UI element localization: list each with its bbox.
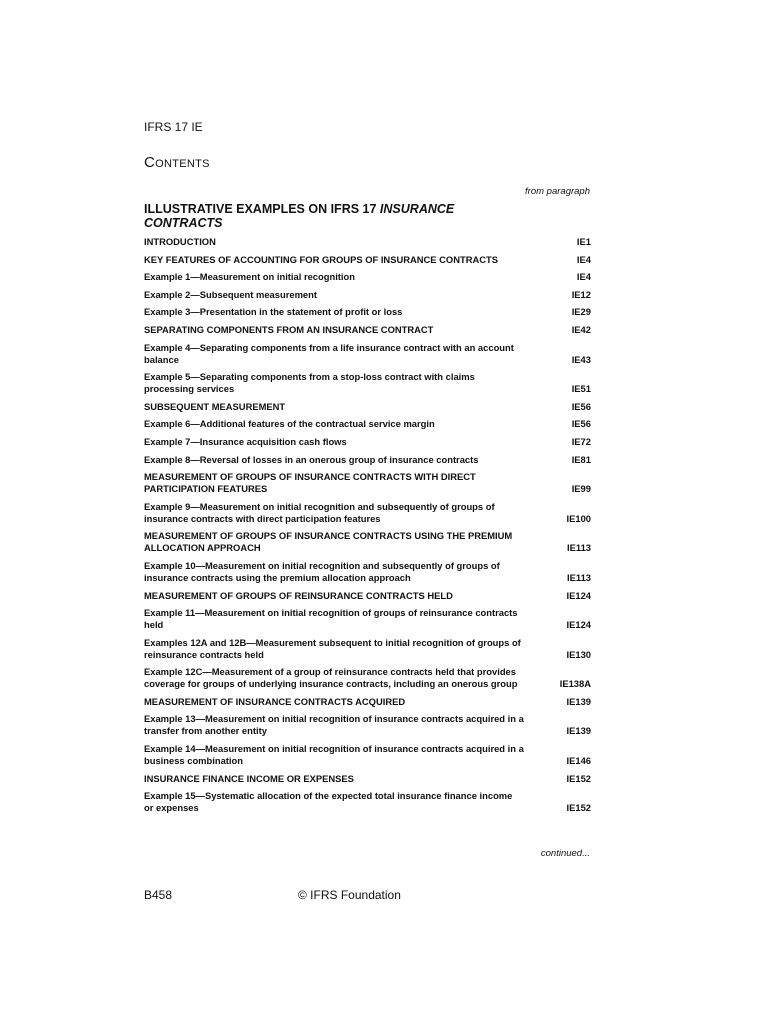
toc-entry[interactable] (144, 501, 591, 525)
toc-entry-paragraph-ref: IE146 (566, 755, 591, 767)
toc-entry[interactable] (144, 743, 591, 767)
toc-entry[interactable] (144, 289, 591, 301)
running-head: IFRS 17 IE (144, 120, 203, 134)
toc-entry-paragraph-ref: IE99 (571, 483, 591, 495)
toc-entry-paragraph-ref: IE43 (571, 353, 591, 365)
toc-entry-label: Example 3—Presentation in the statement of profit or loss (144, 306, 403, 318)
toc-entry-paragraph-ref: IE100 (566, 512, 591, 524)
toc-entry-paragraph-ref: IE152 (566, 772, 591, 784)
toc-entry[interactable] (144, 773, 591, 785)
toc-entry[interactable] (144, 713, 591, 737)
toc-entry-label: Example 8—Reversal of losses in an onerous group of insurance contracts (144, 453, 479, 465)
page-number: B458 (144, 888, 173, 902)
toc-entry[interactable] (144, 454, 591, 466)
toc-entry-label: Example 1—Measurement on initial recognition (144, 271, 355, 283)
toc-entry-label: Example 14—Measurement on initial recognition of insurance contracts acquired in a business combination (144, 743, 524, 767)
toc-entry-paragraph-ref: IE152 (566, 802, 591, 814)
toc-entry[interactable] (144, 696, 591, 708)
contents-title: Contents (144, 154, 210, 171)
toc-entry[interactable] (144, 471, 591, 495)
toc-entry-paragraph-ref: IE138A (559, 678, 591, 690)
toc-entry-paragraph-ref: IE56 (571, 400, 591, 412)
toc-entry-paragraph-ref: IE139 (566, 725, 591, 737)
toc-entry[interactable] (144, 560, 591, 584)
toc-entry-label: SUBSEQUENT MEASUREMENT (144, 400, 286, 412)
toc-entry-paragraph-ref: IE56 (571, 418, 591, 430)
toc-entry-paragraph-ref: IE124 (566, 589, 591, 601)
toc-entry-label: MEASUREMENT OF INSURANCE CONTRACTS ACQUIRED (144, 695, 406, 707)
toc-entry-label: MEASUREMENT OF GROUPS OF INSURANCE CONTRACTS WITH DIRECT PARTICIPATION FEATURES (144, 471, 476, 495)
toc-entry-paragraph-ref: IE51 (571, 383, 591, 395)
toc-entry-label: Example 10—Measurement on initial recognition and subsequently of groups of insurance contracts using the premium allocation approach (144, 559, 500, 583)
toc-entry-paragraph-ref: IE113 (567, 542, 591, 554)
toc-entry[interactable] (144, 236, 591, 248)
table-of-contents (144, 236, 591, 820)
toc-entry[interactable] (144, 607, 591, 631)
toc-entry-label: Example 5—Separating components from a stop-loss contract with claims processing services (144, 371, 475, 395)
continued-note: continued... (540, 848, 590, 859)
toc-entry-label: Example 9—Measurement on initial recognition and subsequently of groups of insurance contracts with direct participation features (144, 500, 495, 524)
toc-entry[interactable] (144, 254, 591, 266)
toc-entry-paragraph-ref: IE130 (566, 648, 591, 660)
toc-entry-label: Example 4—Separating components from a life insurance contract with an account balance (144, 341, 514, 365)
toc-entry[interactable] (144, 436, 591, 448)
toc-entry[interactable] (144, 637, 591, 661)
toc-entry-label: Example 12C—Measurement of a group of reinsurance contracts held that provides coverage for groups of underlying insurance contracts, including an onerous group (144, 666, 518, 690)
toc-entry-paragraph-ref: IE81 (571, 453, 591, 465)
document-title (144, 202, 484, 230)
toc-entry[interactable] (144, 271, 591, 283)
toc-entry[interactable] (144, 306, 591, 318)
toc-entry-label: KEY FEATURES OF ACCOUNTING FOR GROUPS OF INSURANCE CONTRACTS (144, 253, 499, 265)
toc-entry[interactable] (144, 401, 591, 413)
toc-entry-paragraph-ref: IE42 (571, 323, 591, 335)
toc-entry-paragraph-ref: IE12 (571, 288, 591, 300)
document-title-italic: INSURANCE CONTRACTS (144, 202, 455, 230)
toc-entry-label: Example 15—Systematic allocation of the expected total insurance finance income or expenses (144, 790, 513, 814)
toc-entry[interactable] (144, 371, 591, 395)
toc-entry-label: Example 7—Insurance acquisition cash flows (144, 435, 347, 447)
toc-entry-paragraph-ref: IE4 (576, 271, 591, 283)
toc-entry-label: Example 13—Measurement on initial recognition of insurance contracts acquired in a transfer from another entity (144, 713, 524, 737)
toc-entry-paragraph-ref: IE29 (571, 306, 591, 318)
toc-entry[interactable] (144, 790, 591, 814)
toc-entry-label: Example 2—Subsequent measurement (144, 288, 317, 300)
toc-entry-label: MEASUREMENT OF GROUPS OF REINSURANCE CONTRACTS HELD (144, 589, 453, 601)
toc-entry[interactable] (144, 530, 591, 554)
toc-entry-label: Example 6—Additional features of the contractual service margin (144, 418, 435, 430)
toc-entry-label: Examples 12A and 12B—Measurement subsequent to initial recognition of groups of reinsurance contracts held (144, 636, 521, 660)
toc-entry-label: SEPARATING COMPONENTS FROM AN INSURANCE CONTRACT (144, 323, 434, 335)
toc-entry[interactable] (144, 666, 591, 690)
document-title-main: ILLUSTRATIVE EXAMPLES ON IFRS 17 (144, 202, 380, 216)
toc-entry-label: Example 11—Measurement on initial recognition of groups of reinsurance contracts held (144, 607, 518, 631)
toc-entry-paragraph-ref: IE72 (571, 435, 591, 447)
from-paragraph-label: from paragraph (525, 186, 590, 197)
toc-entry-paragraph-ref: IE4 (576, 253, 591, 265)
toc-entry-paragraph-ref: IE124 (566, 619, 591, 631)
toc-entry[interactable] (144, 324, 591, 336)
toc-entry[interactable] (144, 590, 591, 602)
toc-entry-label: INSURANCE FINANCE INCOME OR EXPENSES (144, 772, 354, 784)
copyright-notice: © IFRS Foundation (298, 888, 401, 902)
toc-entry[interactable] (144, 418, 591, 430)
toc-entry[interactable] (144, 342, 591, 366)
toc-entry-label: MEASUREMENT OF GROUPS OF INSURANCE CONTRACTS USING THE PREMIUM ALLOCATION APPROACH (144, 530, 513, 554)
toc-entry-paragraph-ref: IE1 (576, 236, 591, 247)
toc-entry-paragraph-ref: IE113 (567, 571, 591, 583)
toc-entry-label: INTRODUCTION (144, 236, 216, 247)
toc-entry-paragraph-ref: IE139 (566, 695, 591, 707)
